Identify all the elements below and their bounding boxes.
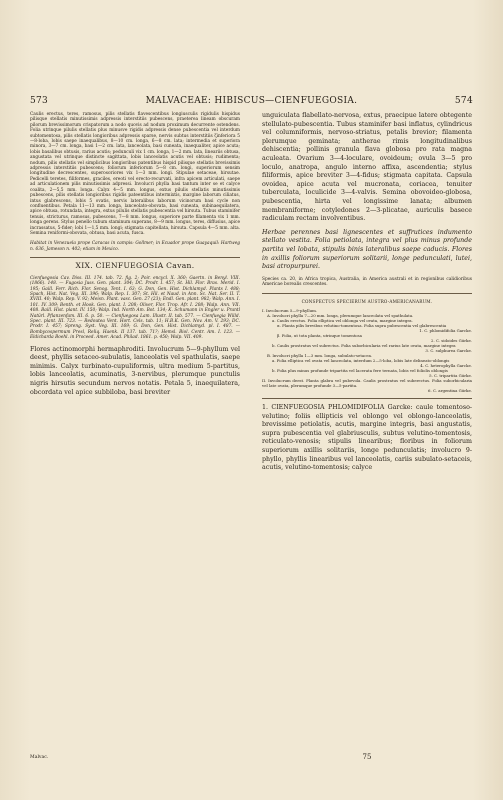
left-column (30, 112, 240, 772)
key-line: b. Folia plus minus profunde tripartita vel lacerata fere ternata, lobis vel foliolis oblongis (272, 368, 448, 374)
habit-description: Herbae perennes basi lignescentes et suffrutices indumento stellato vestita. Folia petiolata, integra vel plus minus profunde partita vel lobata, stipulis binis lateralibus saepe caducis. Flores in axillis foliorum superiorum solitarii, longe pedunculati, lutei, basi atropurpurei. (262, 228, 472, 271)
key-line: 1. C. phlomidifolia Garcke. (419, 328, 472, 334)
key-line: b. Caulis prostratus vel subrectus. Folia suborbicularia vel rarius late ovata, margine integra (272, 343, 456, 349)
divider (30, 257, 240, 258)
genus-heading: XIX. CIENFUEGOSIA Cavan. (75, 261, 195, 271)
key-line: I. Involucrum 5—9-phyllum. (262, 308, 318, 314)
signature-mark: Malvac. (30, 755, 49, 760)
genus-description-flores: Flores actinomorphi hermaphroditi. Involucrum 5—9-phyllum vel deest, phyllis setaceo-subulatis, lanceolatis vel spathulatis, saepe minimis. Calyx turbinato-cupuliformis, ultra medium 5-partitus, lobis lanceolatis, acuminatis, 3-nervibus, plerumque punctulis nigris hirsutis secundum nervos notatis. Petala 5, inaequilatera, obcordata vel apice subbiloba, basi breviter (30, 345, 240, 396)
key-line: a. Folia elliptica vel ovata vel lanceolata, interdum 2—5-loba, lobis late delineato-oblongis (272, 358, 450, 364)
key-line: 2. C. sidoides Gürke. (431, 338, 472, 344)
habitat-note: Habitat in Venezuela prope Caracas in campis: Gollmer; in Ecuador prope Guayaquil: Hartweg n. 636, Jameson n. 402; etiam in Mexico. (30, 241, 240, 252)
key-line: a. Caulis erectus. Folia elliptica vel oblonga vel ovata, margine integra. (272, 318, 413, 324)
page-number-left: 573 (30, 96, 49, 106)
sheet-number: 75 (362, 753, 372, 761)
key-line: 3. C. sulphurea Garcke. (425, 348, 472, 354)
key-line: II. Involucrum deest. Planta glabra vel pubevola. Caulis prostratus vel suberectus. Folia suborbicularia vel late ovata, plerumque profunde 3—5-partita. (262, 378, 472, 389)
species-1-description: 1. CIENFUEGOSIA PHLOMIDIFOLIA Garcke: caule tomentoso-velutino; foliis ellipticis vel oblongo vel oblongo-lanceolatis, brevissime petiolatis, acutis, margine integris, basi angustatis, supra pubescentia vel glabriusculis, subtus velutino-tomentosis, reticulato-venosis; stipulis linearibus; floribus in foliorum superiorum axillis solitariis, longe pedunculatis; involucro 9-phyllo, phyllis linearibus vel lanceolatis, cariis subulato-setaceis, acutis, velutino-tomentosis; calyce (262, 404, 472, 472)
species-description: Caulis erectus, teres, ramosus, pilis stellatis flavescentibus longiusculis rigidulis hispidus pilisque stellatis minutissimis adpressis interstitiis pubescens, praeterea lineam obscuram pilorum brevissimorum crispatorum a nodo quovis ad nodum proximum decurrente ostendens. Folia utrinque pilulis stellatis plus minusve rigidis adpressis dense pubescentia vel interdum subtomentosa, pilis stellatis longioribus adpressis sparse, nervis subtus interstitiis ζinferiora 5—8-loba, lobis saepe inaequalibus, 8—10 cm. longa, 6—8 cm. lata; intermedia et superiora minora, 3—7 cm. longa, basi 1—2 cm. lata, lanceolata, basi cuneata, inaequaliter, apice acuta; lobis basalibus obtusis, rarius acutis; pedunculi vix 1 cm. longa, 1—2 mm. lata, lineariis obtusa, angustata vel utrinque distincte sagittata, lobis lanceolatis acutis vel obtusis; rudimenta; nodum, pilis stellatis vel simplicibus longioribus patentibus hispid pilisque stellatis brevissimis adpressis interstitiis pubescens; foliorum inferiorum 5—8 cm. longi, superiorum sensim longitudine decrescentes, superosoriores vix 1—3 mm. longi. Stipulae setaceae, hirsutae. Pedicelli teretes, filiformes, graciles, ereoti vel erecto-recurvati, infra apicem articulati, saepe ad articulationem pilis minutissimis adpressi. Involucri phylla basi tantum inter se et calyce coalita, 2—5,5 mm. longa. Calyx 4—5 mm. longus, extus pilulis stellatis minutissimis pubescens, pilis stellatis longioribus rigidis pateentibus intermixtis, margine laborum ciliatus, intus glabrescens, lobis 5 ovatis, nervis lateralibus laborum vicinorum basi cycle non confluentibus. Petala 11—13 mm. longa, lanceolato-obovata, basi cuneata, subinaequilatera, apice obtusa, rotundata, integra, extus pilulis stellatis pubescentia vel hirsuta. Tubus staminifer tenuis, stricturus, ramosus, pubescens, 7—8 mm. longus, superiore parte filamenta vix 1 mm. longa gerens. Stylus penello tubum staminum superans, 8—9 mm. longus, teres, diffusius, apice incrassatus, 5-fider; lobi 1—1,5 mm. longi; stigmata capitellata, hirsuta. Capsula 4—5 mm. alta. Semina reniformi-obovata, obtusa, basi acuta, fusca. (30, 112, 240, 236)
genus-synonymy: Cienfuegosia Cav. Diss. III. 174. tab. 72. fig. 2; Poir. encycl. X. 360; Gaertn. in Benyl. VIII. (1866). 148. — Fugosia Juss. Gen. plant. 304; DC. Prodr. I. 457; St. Hil. Flor. Bras. Merid. I. 195; Gaill. Ferr. Rich. Flor. Senog. Tent. I. 63; G. Don, Gen. Hist. Dichlamyd. Plants I. 488; Spach, Hist. Nat. Veg. III. 396; Walp. Rep. I. 307; St. Hil. et Naud. in Ann. Sc. Nat. Ser. II. T. XVIII. 40; Walp. Rep. V. 92; Meisn. Plant. vasc. Gen. 27 (23); Endl. Gen. plant. 982; Walp. Ann. I. 101. IV. 309; Benth. et Hook. Gen. plant. I. 208; Oliver, Flor. Trop. Afr. I. 208; Walp. Ann. VII. 408. Baill. Hist. plant. IV. 150; Walp. Ind. North Am. Bot. 134; K. Schumann in Engler u. Prantl Natürl. Pflanzenfam. III. 6. p. 50. — Cienfuegosa Lam. Illustr. II. tab. 577. — Cienfuegia Willd. Spec. plant. III. 723. — Redoutea Vent. Hort. Cels. tab. 11; H.B.K. Gen. Nov. Am. V. 293; DC. Prodr. I. 457; Spreng. Syst. Veg. III. 169; G. Don, Gen. Hist. Dichlamyd. pl. I. 487. — Bombycospermum Presl, Reliq. Haenk. II 137. tab. 71?; Hemsl. Biol. Centr. Am. I. 123. — Eldicharda Boehl. in Proceed. Amer. Acad. Philad. 1861. p. 450; Walp. VII. 409. (30, 275, 240, 341)
key-title: CONSPECTUS SPECIERUM AUSTRO-AMERICANARUM. (301, 298, 433, 304)
running-title: MALVACEAE: HIBISCUS—CIENFUEGOSIA. (145, 96, 358, 106)
key-line: α. Planta pilis brevibus velutino-tomentosa. Folia supra pubescentia vel glabrescentia (277, 323, 447, 329)
key-line: 6. C. argentina Gürke. (428, 388, 472, 394)
key-line: β. Folia, ut tota planta, utrinque tomentosa (277, 333, 362, 339)
page-number-right: 574 (454, 96, 473, 106)
key-line: A. Involucri phylla 7—20 mm. longa, plerumque lanceolata vel spathulata. (267, 313, 414, 319)
genus-description-continued: unguiculata flabellato-nervosa, extus, praecipue latere obtegente stellulato-pubescentia. Tubus staminifer basi inflatus, cylindricus vel columniformis, nervoso-striatus, petalis brevior; filamenta plerumque geminata; antherae rimis longitudinalibus dehiscentia; pollinis granula flava globosa pro rata magna aculeata. Ovarium 3—4-loculare, ovoideum; ovula 3—5 pro loculo, anatropa, angulo interno affixa, ascendentia; stylus filiformis, apice breviter 3—4-fidus; stigmata capitata. Capsula ovoidea, apice acuta vel mucronata, coriacea, tenuiter tuberculata, loculicide 3—4-valvis. Semina obovoideo-globosa, pubescentia, hirta vel longissime lanata; albumen membraniforme; cotyledones 2—3-plicatae, auriculis basece radiculam rectam involventibus. (262, 112, 472, 223)
key-line: 5. C. tripartita Gürke. (429, 373, 472, 379)
divider (262, 293, 472, 294)
species-count: Species ca. 20, in Africa tropica, Australia, in America australi et in regionibus calidioribus Americae borealis crescentes. (262, 276, 472, 288)
divider (262, 398, 472, 399)
right-column (262, 112, 472, 772)
species-key (262, 308, 472, 393)
key-line: B. Involucri phylla 1—3 mm. longa, subulato-setacea. (267, 353, 373, 359)
key-line: 4. C. heterophylla Garcke. (420, 363, 472, 369)
